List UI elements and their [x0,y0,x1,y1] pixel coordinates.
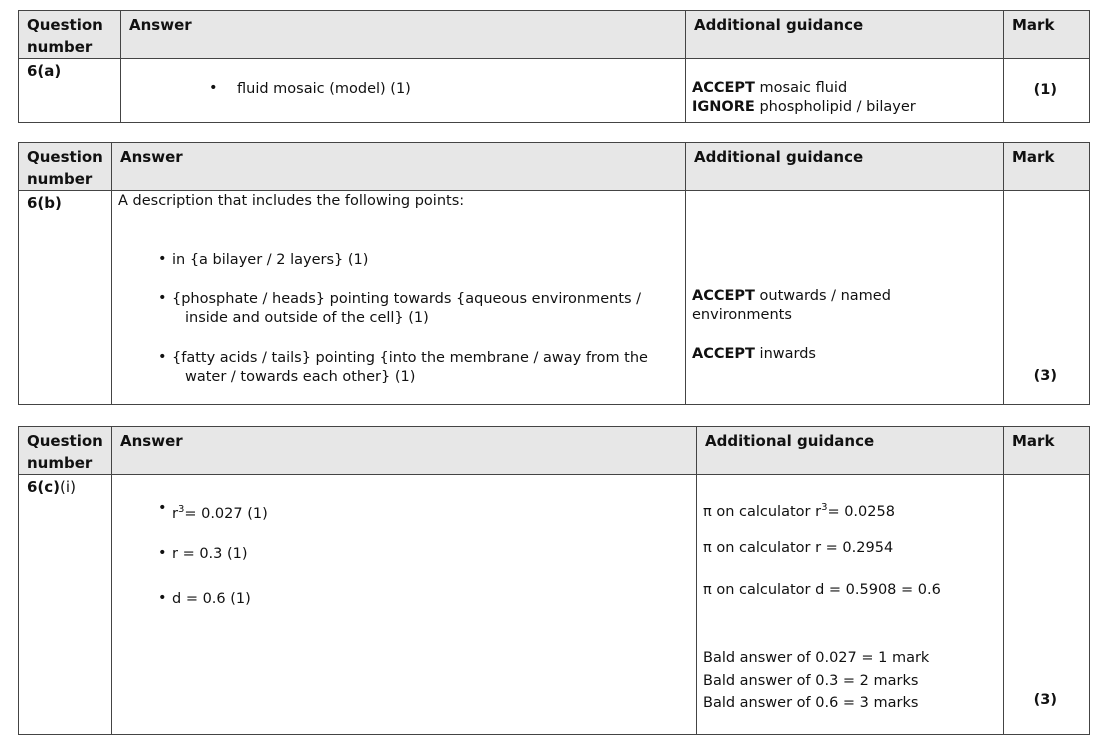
superscript: 3 [821,502,828,513]
answer-point [172,500,268,524]
answer-point: {phosphate / heads} pointing towards {aqueous environments / [172,291,642,307]
guidance-cell [686,59,1004,123]
bald-answer-line: Bald answer of 0.3 = 2 marks [703,672,919,689]
question-number-main: 6(c) [27,478,61,496]
header-mark: Mark [1004,427,1090,475]
guidance-value: = 0.0258 [827,503,895,520]
guidance-line: environments [692,307,792,323]
header-question-number: Question number [19,143,112,191]
answer-point: {fatty acids / tails} pointing {into the membrane / away from the [172,350,648,366]
guidance-keyword: ACCEPT [692,288,755,304]
guidance-text: outwards / named [754,288,891,304]
header-mark: Mark [1004,11,1090,59]
mark-value: (3) [1033,368,1057,384]
mark-cell [1004,191,1090,405]
pi-symbol: π [703,582,712,598]
pi-symbol: π [703,503,712,520]
guidance-text: on calculator d = 0.5908 = 0.6 [711,582,941,598]
pi-symbol: π [703,540,712,556]
question-number: 6(a) [19,59,121,123]
answer-point: in {a bilayer / 2 layers} (1) [172,252,369,268]
guidance-keyword: ACCEPT [692,346,755,362]
bullet-icon: • [158,545,167,561]
mark-scheme-table-6c-i [18,426,1090,735]
question-number: 6(b) [19,191,112,405]
bald-answer-list [703,647,929,715]
guidance-line [692,79,847,98]
bullet-icon: • [158,349,167,365]
header-additional-guidance: Additional guidance [697,427,1004,475]
guidance-line [703,498,895,522]
guidance-text: on calculator r [711,503,822,520]
answer-cell [112,191,686,405]
answer-value: = 0.027 (1) [184,505,268,522]
answer-point-continuation: inside and outside of the cell} (1) [185,310,429,326]
mark-scheme-table-6a [18,10,1090,123]
header-answer: Answer [112,427,697,475]
header-answer: Answer [121,11,686,59]
guidance-cell [686,191,1004,405]
guidance-line [692,98,916,117]
mark-value: (3) [1033,692,1057,708]
header-question-number: Question number [19,427,112,475]
header-answer: Answer [112,143,686,191]
guidance-keyword: ACCEPT [692,80,755,96]
guidance-line [703,581,941,600]
bald-answer-line: Bald answer of 0.027 = 1 mark [703,650,930,666]
superscript: 3 [177,504,185,515]
guidance-text: inwards [754,346,816,362]
answer-point-continuation: water / towards each other} (1) [185,369,416,385]
mark-cell [1004,475,1090,735]
mark-cell [1004,59,1090,123]
header-mark: Mark [1004,143,1090,191]
guidance-cell [697,475,1004,735]
answer-variable: r [172,505,178,522]
bullet-icon: • [209,80,218,96]
bullet-icon: • [158,500,167,516]
question-number [19,475,112,735]
question-number-sub: (i) [60,478,76,496]
answer-point: fluid mosaic (model) (1) [237,81,411,97]
guidance-text: mosaic fluid [754,80,848,96]
answer-cell [121,59,686,123]
header-additional-guidance: Additional guidance [686,11,1004,59]
answer-intro: A description that includes the following points: [118,193,465,209]
bald-answer-line: Bald answer of 0.6 = 3 marks [703,695,919,711]
answer-cell [112,475,697,735]
bullet-icon: • [158,251,167,267]
mark-scheme-table-6b [18,142,1090,405]
answer-point: d = 0.6 (1) [172,591,251,607]
answer-point: r = 0.3 (1) [172,546,248,562]
guidance-text: on calculator r = 0.2954 [711,540,894,556]
bullet-icon: • [158,290,167,306]
guidance-line [692,345,816,364]
guidance-keyword: IGNORE [692,99,755,115]
header-question-number: Question number [19,11,121,59]
guidance-line [703,539,893,558]
guidance-text: phospholipid / bilayer [754,99,916,115]
mark-value: (1) [1033,82,1057,98]
header-additional-guidance: Additional guidance [686,143,1004,191]
guidance-line [692,287,891,306]
bullet-icon: • [158,590,167,606]
